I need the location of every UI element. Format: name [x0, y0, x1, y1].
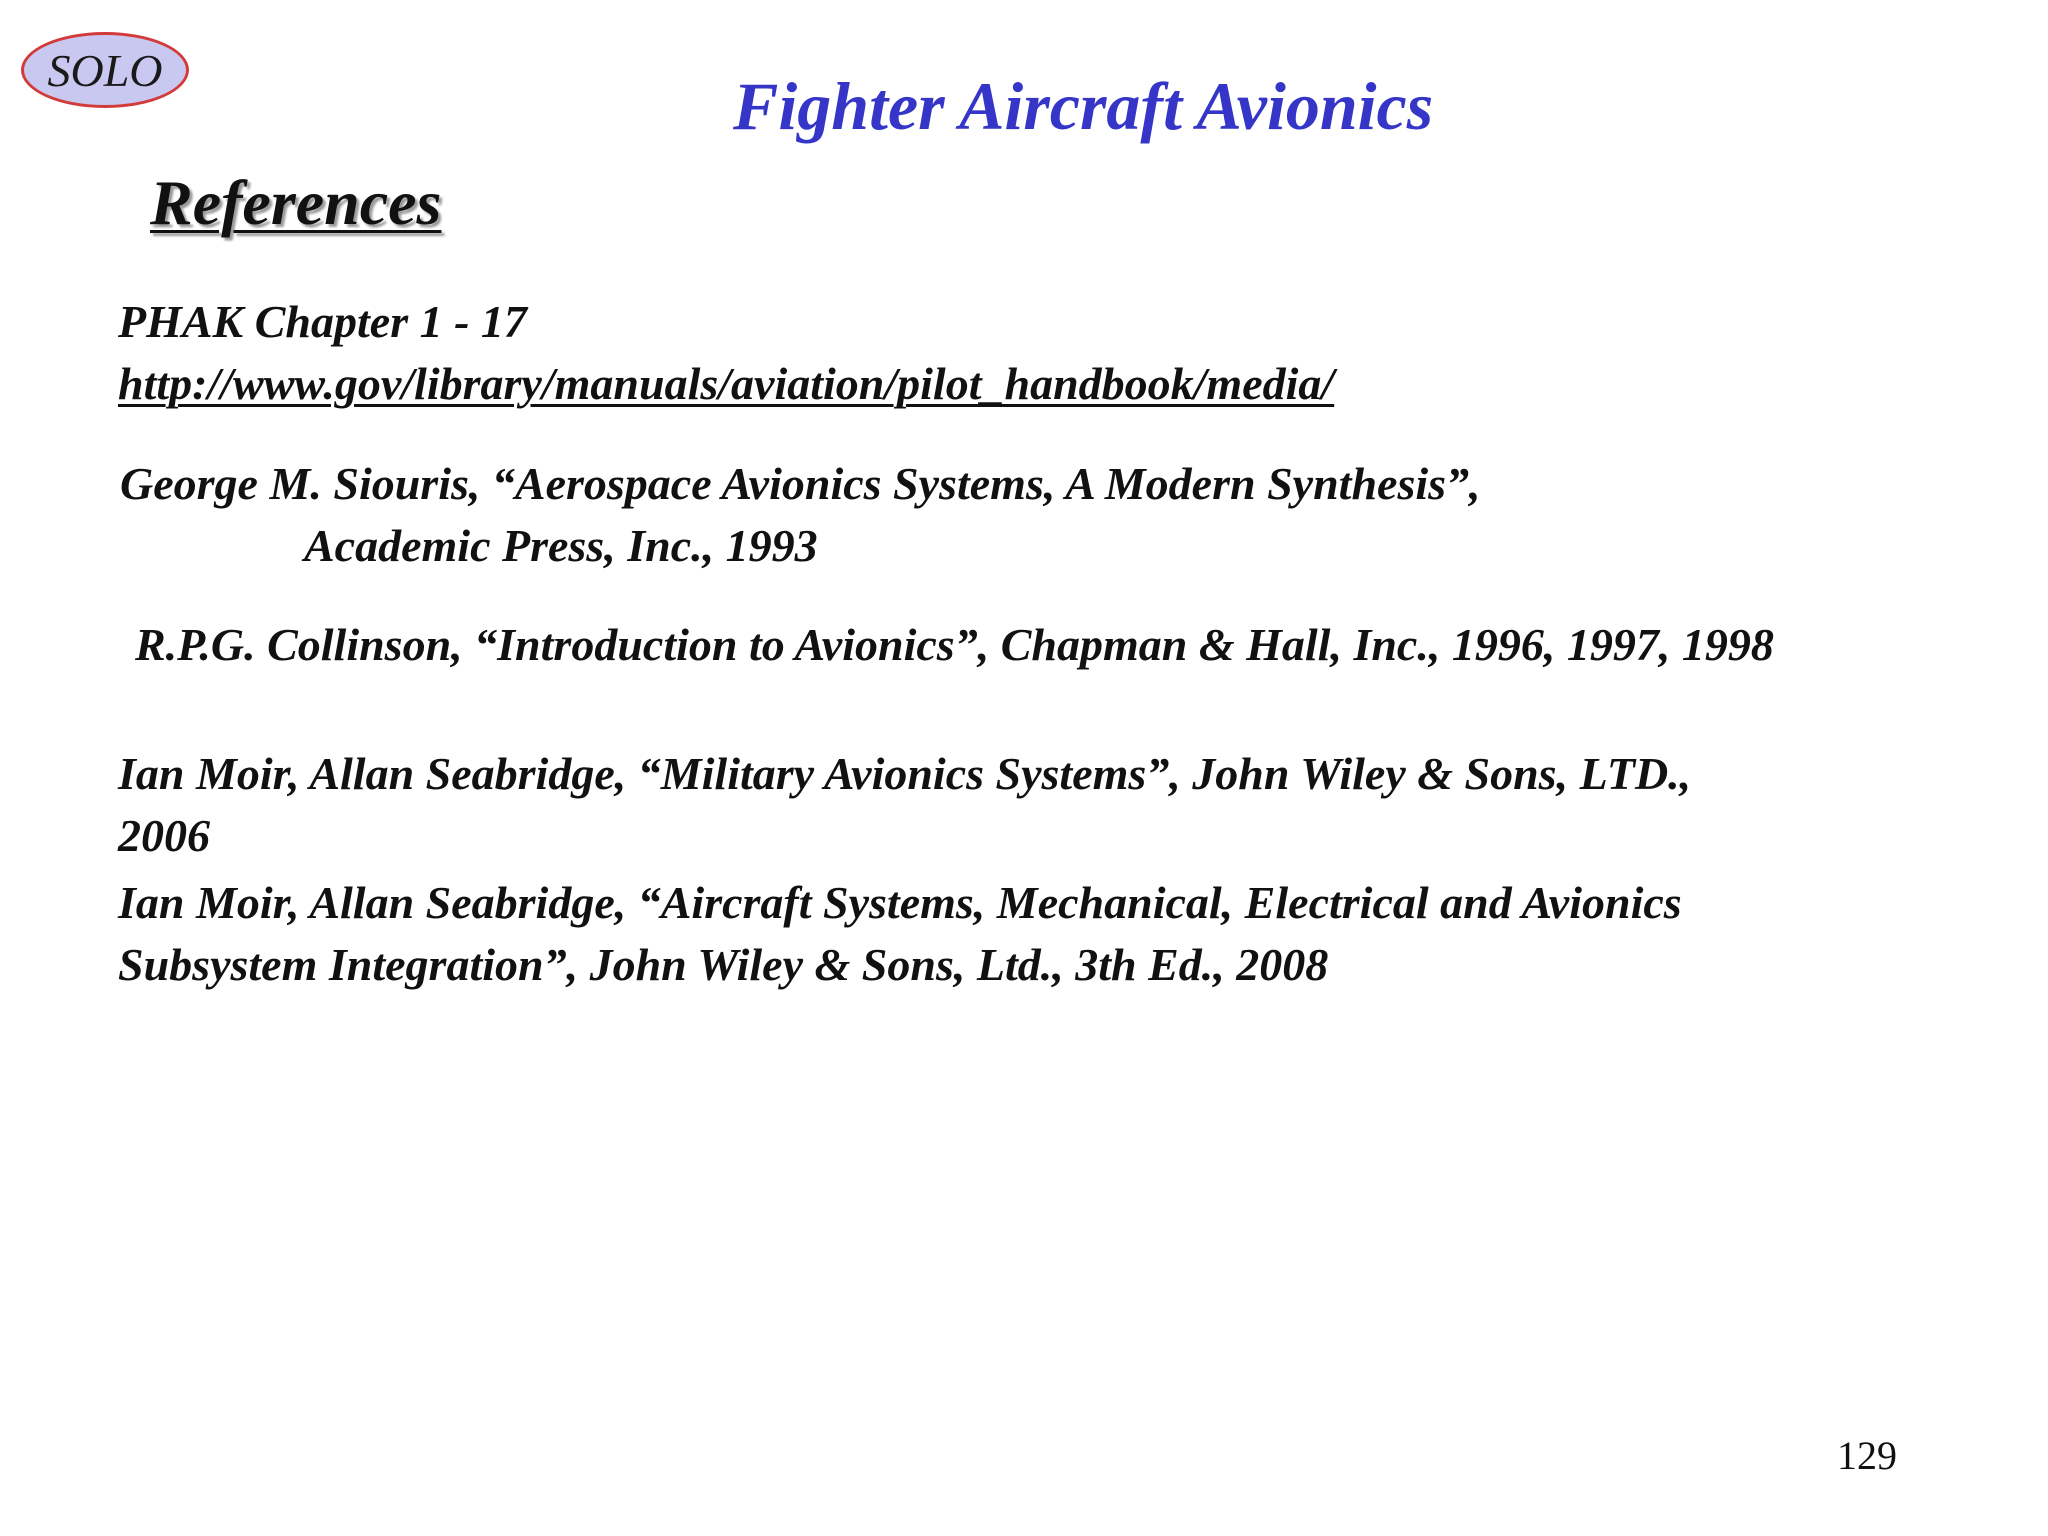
reference-phak-link[interactable]: http://www.gov/library/manuals/aviation/pilot_handbook/media/: [118, 358, 1335, 409]
reference-collinson-line-1: R.P.G. Collinson, “Introduction to Avionics”, Chapman & Hall, Inc., 1996, 1997, 1998: [135, 619, 1774, 670]
reference-moir-military: [118, 743, 1691, 867]
slide-title: Fighter Aircraft Avionics: [733, 68, 1434, 144]
reference-phak-title: PHAK Chapter 1 - 17: [118, 296, 527, 347]
page-number: 129: [1837, 1433, 1897, 1478]
reference-phak: [118, 291, 1334, 415]
reference-moir-military-line-2: 2006: [118, 810, 210, 861]
reference-moir-military-line-1: Ian Moir, Allan Seabridge, “Military Avionics Systems”, John Wiley & Sons, LTD.,: [118, 748, 1692, 799]
reference-moir-aircraft-line-2: Subsystem Integration”, John Wiley & Sons, Ltd., 3th Ed., 2008: [118, 939, 1329, 990]
reference-collinson: [135, 614, 1774, 676]
references-heading: References: [150, 167, 442, 238]
reference-moir-aircraft: [118, 872, 1682, 996]
reference-siouris-line-2: Academic Press, Inc., 1993: [304, 520, 818, 571]
solo-badge-label: SOLO: [47, 44, 163, 96]
solo-badge: [21, 32, 189, 108]
reference-siouris: [120, 453, 1481, 577]
reference-moir-aircraft-line-1: Ian Moir, Allan Seabridge, “Aircraft Systems, Mechanical, Electrical and Avionics: [118, 877, 1682, 928]
reference-siouris-line-1: George M. Siouris, “Aerospace Avionics Systems, A Modern Synthesis”,: [120, 458, 1481, 509]
